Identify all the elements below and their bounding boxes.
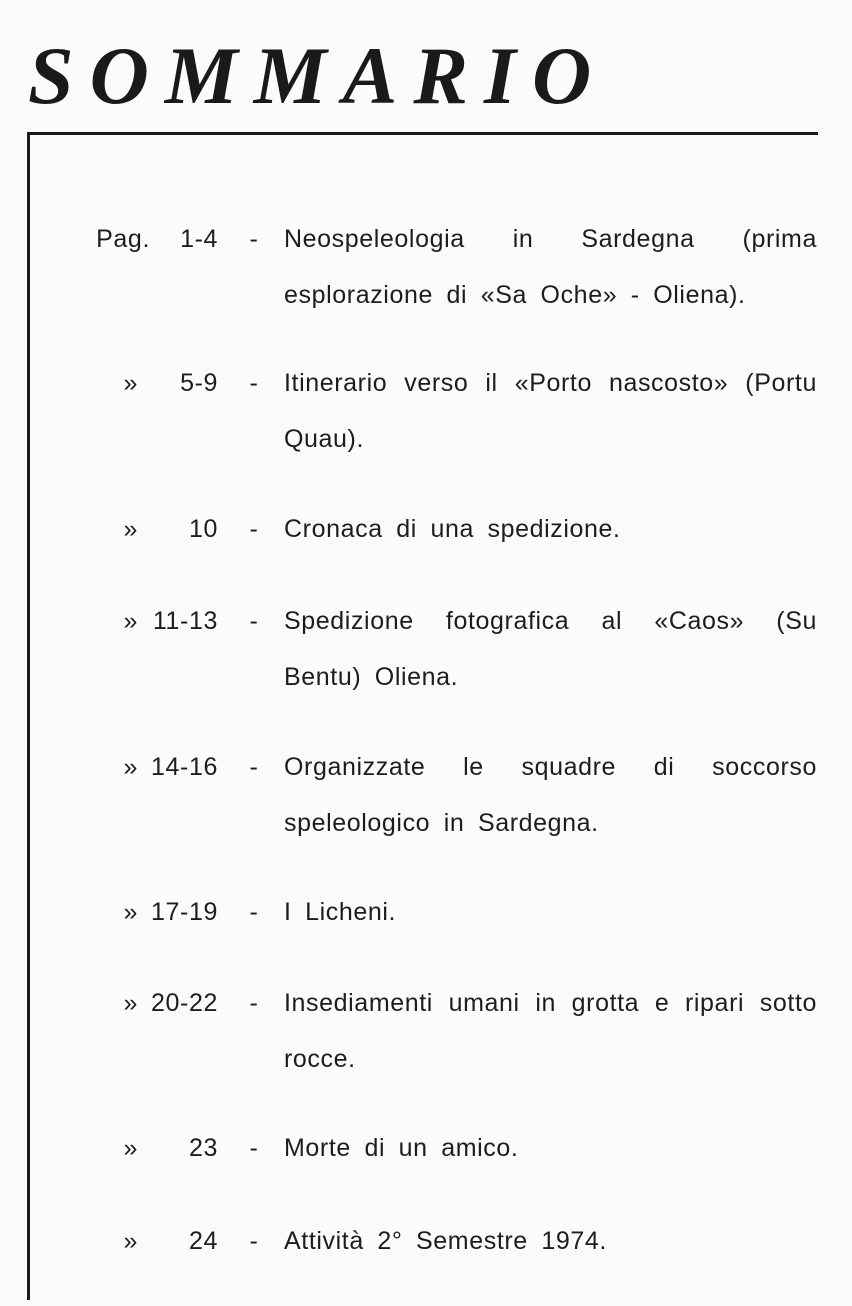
toc-entry-title: Spedizione fotografica al «Caos» (Su Bentu) Oliena. xyxy=(284,607,817,691)
toc-entry-title: I Licheni. xyxy=(284,898,397,926)
toc-entry-pages: 10 xyxy=(188,515,218,543)
toc-entry-pages: 1-4 xyxy=(180,225,218,253)
toc-entry-prefix: » xyxy=(123,515,138,543)
toc-entry-dash: - xyxy=(249,515,259,543)
toc-entry-dash: - xyxy=(249,898,259,926)
toc-entry-pages: 20-22 xyxy=(151,989,218,1017)
toc-entry-pages: 23 xyxy=(188,1134,218,1162)
toc-entry-pages: 17-19 xyxy=(151,898,218,926)
toc-entry-prefix: » xyxy=(123,1134,138,1162)
toc-entry-title: Attività 2° Semestre 1974. xyxy=(284,1227,607,1255)
toc-entry-pages: 11-13 xyxy=(152,607,218,635)
toc-entry-prefix: » xyxy=(123,607,138,635)
toc-entry-prefix: » xyxy=(123,1227,138,1255)
toc-entry-title: Neospeleologia in Sardegna (prima esplorazione di «Sa Oche» - Oliena). xyxy=(284,225,817,309)
toc-entry-dash: - xyxy=(249,369,259,397)
toc-entry-prefix: Pag. xyxy=(96,225,150,253)
toc-entry-title: Cronaca di una spedizione. xyxy=(284,515,621,543)
toc-entry-pages: 14-16 xyxy=(151,753,218,781)
toc-entry-prefix: » xyxy=(123,898,138,926)
toc-entry-prefix: » xyxy=(123,369,138,397)
toc-entry-title: Organizzate le squadre di soccorso speleologico in Sardegna. xyxy=(284,753,817,837)
toc-entry-title: Itinerario verso il «Porto nascosto» (Portu Quau). xyxy=(284,369,817,453)
toc-entry-title: Insediamenti umani in grotta e ripari sotto rocce. xyxy=(284,989,817,1073)
toc-entry-dash: - xyxy=(249,1227,259,1255)
toc-entry-dash: - xyxy=(249,607,259,635)
toc-entry-pages: 24 xyxy=(188,1227,218,1255)
toc-entry-dash: - xyxy=(249,1134,259,1162)
toc-entry-dash: - xyxy=(249,989,259,1017)
toc-entry-dash: - xyxy=(249,753,259,781)
toc-entry-prefix: » xyxy=(123,753,138,781)
toc-entry-pages: 5-9 xyxy=(180,369,218,397)
page-title: SOMMARIO xyxy=(28,30,608,121)
toc-entry-prefix: » xyxy=(123,989,138,1017)
toc-entry-dash: - xyxy=(249,225,259,253)
toc-entry-title: Morte di un amico. xyxy=(284,1134,519,1162)
